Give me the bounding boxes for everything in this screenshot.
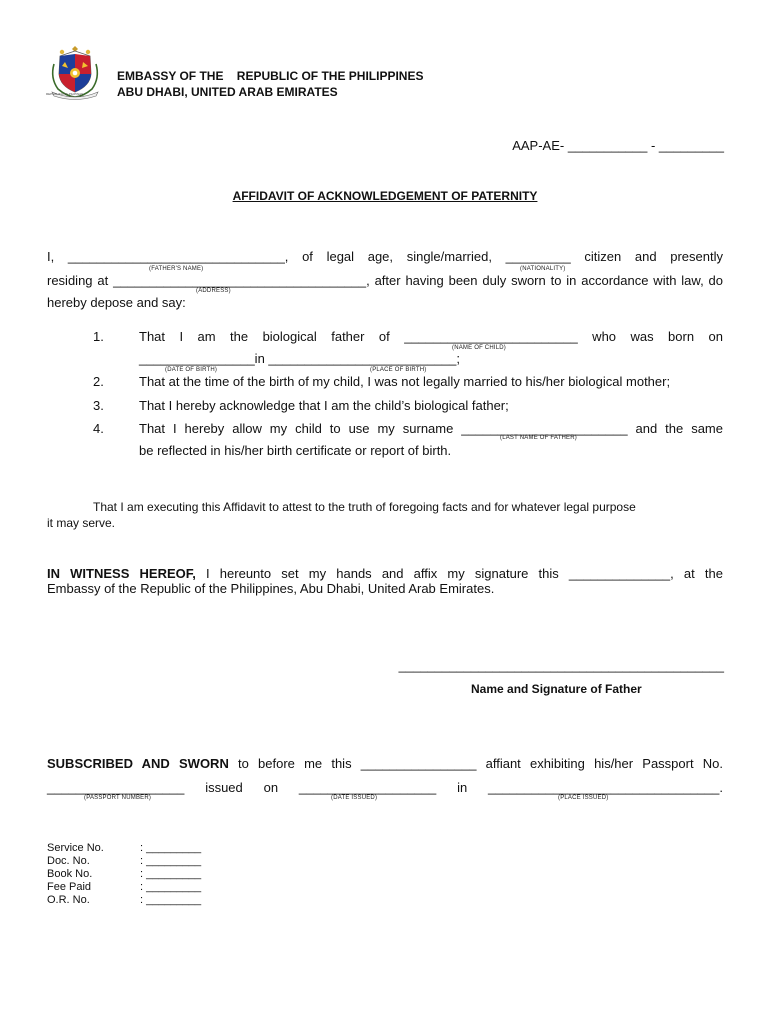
item-number-2: 2.: [93, 374, 104, 389]
executing-line-2: it may serve.: [47, 516, 116, 530]
embassy-title: EMBASSY OF THE REPUBLIC OF THE PHILIPPINES: [117, 69, 424, 83]
fee-label: Service No.: [47, 842, 104, 854]
caption-place-issued: (PLACE ISSUED): [558, 795, 609, 801]
intro-line-1: I, ______________________________, of legal age, single/married, _________ citizen and presently: [47, 249, 723, 264]
caption-date-of-birth: (DATE OF BIRTH): [165, 367, 218, 373]
document-title: AFFIDAVIT OF ACKNOWLEDGEMENT OF PATERNITY: [232, 189, 538, 203]
subscribed-text: to before me this ________________ affiant exhibiting his/her Passport No.: [228, 756, 723, 771]
witness-heading: IN WITNESS HEREOF,: [47, 566, 196, 581]
caption-date-issued: (DATE ISSUED): [331, 795, 378, 801]
fee-value: : _________: [140, 855, 202, 867]
embassy-location: ABU DHABI, UNITED ARAB EMIRATES: [117, 85, 338, 99]
fee-row-book: [47, 868, 201, 880]
item-2-text: That at the time of the birth of my child, I was not legally married to his/her biological mother;: [139, 374, 671, 389]
subscribed-heading: SUBSCRIBED AND SWORN: [47, 756, 229, 771]
seal-text: REPUBLIKA NG PILIPINAS: [46, 92, 84, 96]
item-number-1: 1.: [93, 329, 104, 344]
witness-line-1: [47, 566, 723, 581]
subscribed-line-1: [47, 756, 723, 771]
fee-label: Doc. No.: [47, 855, 90, 867]
witness-line-2: Embassy of the Republic of the Philippines, Abu Dhabi, United Arab Emirates.: [47, 581, 495, 596]
fee-label: Book No.: [47, 868, 93, 880]
signature-line: _____________________________________________: [398, 658, 724, 673]
fee-row-fee-paid: [47, 881, 201, 893]
item-3-text: That I hereby acknowledge that I am the child’s biological father;: [139, 398, 509, 413]
executing-line-1: That I am executing this Affidavit to attest to the truth of foregoing facts and for whatever legal purpose: [93, 500, 636, 514]
fee-row-doc: [47, 855, 201, 867]
subscribed-line-2: ___________________ issued on ___________________ in ________________________________.: [47, 780, 723, 795]
fee-value: : _________: [140, 868, 202, 880]
fee-row-service: [47, 842, 201, 854]
caption-place-of-birth: (PLACE OF BIRTH): [370, 367, 427, 373]
caption-father-name: (FATHER'S NAME): [149, 266, 204, 272]
caption-address: (ADDRESS): [196, 288, 231, 294]
item-number-3: 3.: [93, 398, 104, 413]
item-number-4: 4.: [93, 421, 104, 436]
witness-text: I hereunto set my hands and affix my signature this ______________, at the: [195, 566, 723, 581]
fee-value: : _________: [140, 894, 202, 906]
fee-label: O.R. No.: [47, 894, 90, 906]
caption-last-name-of-father: (LAST NAME OF FATHER): [500, 435, 577, 441]
fee-label: Fee Paid: [47, 881, 92, 893]
fee-value: : _________: [140, 881, 202, 893]
caption-name-of-child: (NAME OF CHILD): [452, 345, 506, 351]
item-1-line-1: That I am the biological father of ________________________ who was born on: [139, 329, 723, 344]
caption-passport-number: (PASSPORT NUMBER): [84, 795, 152, 801]
fee-value: : _________: [140, 842, 202, 854]
intro-line-3: hereby depose and say:: [47, 295, 186, 310]
item-4-line-1: That I hereby allow my child to use my surname _______________________ and the same: [139, 421, 723, 436]
item-4-line-2: be reflected in his/her birth certificate or report of birth.: [139, 443, 452, 458]
reference-number: AAP-AE- ___________ - _________: [512, 138, 724, 153]
signature-label: Name and Signature of Father: [471, 682, 642, 696]
caption-nationality: (NATIONALITY): [520, 266, 566, 272]
fee-row-or: [47, 894, 201, 906]
intro-line-2: residing at ___________________________________, after having been duly sworn to in accordance with law, do: [47, 273, 723, 288]
item-1-line-2: ________________in __________________________;: [139, 351, 461, 366]
